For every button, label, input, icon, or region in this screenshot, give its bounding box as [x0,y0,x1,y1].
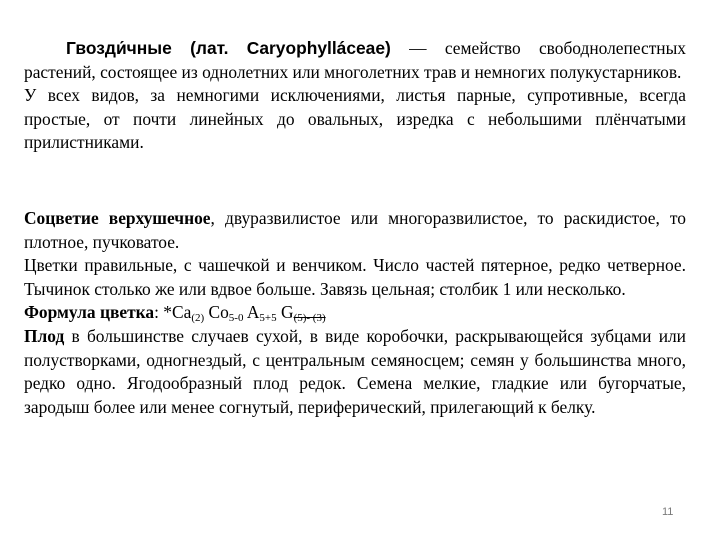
inflorescence-type-term: верхушечное [108,208,211,228]
family-name: Гвозди́чные [66,38,172,58]
formula-a-sub: 5+5 [259,312,277,325]
formula-g: G [281,302,294,323]
formula-co: Co [208,302,229,323]
flower-formula [24,301,686,325]
formula-star: * [163,302,172,323]
family-definition [24,37,686,84]
intro-block [24,37,686,155]
formula-co-sub: 5-0 [228,312,244,325]
formula-ca: Ca [171,302,192,323]
definition-text: — семейство свободнолепестных растений, состоящее из однолетних или многолетних трав и немногих полукустарников. [24,38,686,82]
fruit-text: в большинстве случаев сухой, в виде коробочки, раскрывающейся зубцами или полустворками, одногнездый, с центральным семяносцем; семян у большинства много, редко одно. Ягодообразный плод редок. Семена мелкие, гладкие или бугорчатые, зародыш более или менее согнутый, периферический, прилегающий к белку. [24,325,686,417]
formula-g-sub: (5)- (3) [293,312,326,325]
formula-colon: : [154,302,159,323]
formula-label: Формула цветка [24,302,155,323]
flowers-paragraph: Цветки правильные, с чашечкой и венчиком. Число частей пятерное, редко четверное. Тычинок столько же или вдвое больше. Завязь цельная; столбик 1 или несколько. [24,255,686,299]
latin-prefix: (лат. [190,38,229,58]
fruit-paragraph [24,325,686,419]
fruit-label: Плод [24,325,65,346]
formula-ca-sub: (2) [191,312,205,325]
formula-a: A [246,302,260,323]
inflorescence-paragraph [24,207,686,254]
inflorescence-term: Соцветие [24,208,99,228]
inflorescence-text: , двуразвилистое или многоразвилистое, то раскидистое, то плотное, пучковатое. [24,208,686,252]
morphology-block [24,207,686,419]
latin-name: Caryophylláceae) [246,38,391,58]
leaves-paragraph: У всех видов, за немногими исключениями, листья парные, супротивные, всегда простые, от почти линейных до овальных, изредка с небольшими плёнчатыми прилистниками. [24,85,686,153]
page-number: 11 [662,506,674,518]
